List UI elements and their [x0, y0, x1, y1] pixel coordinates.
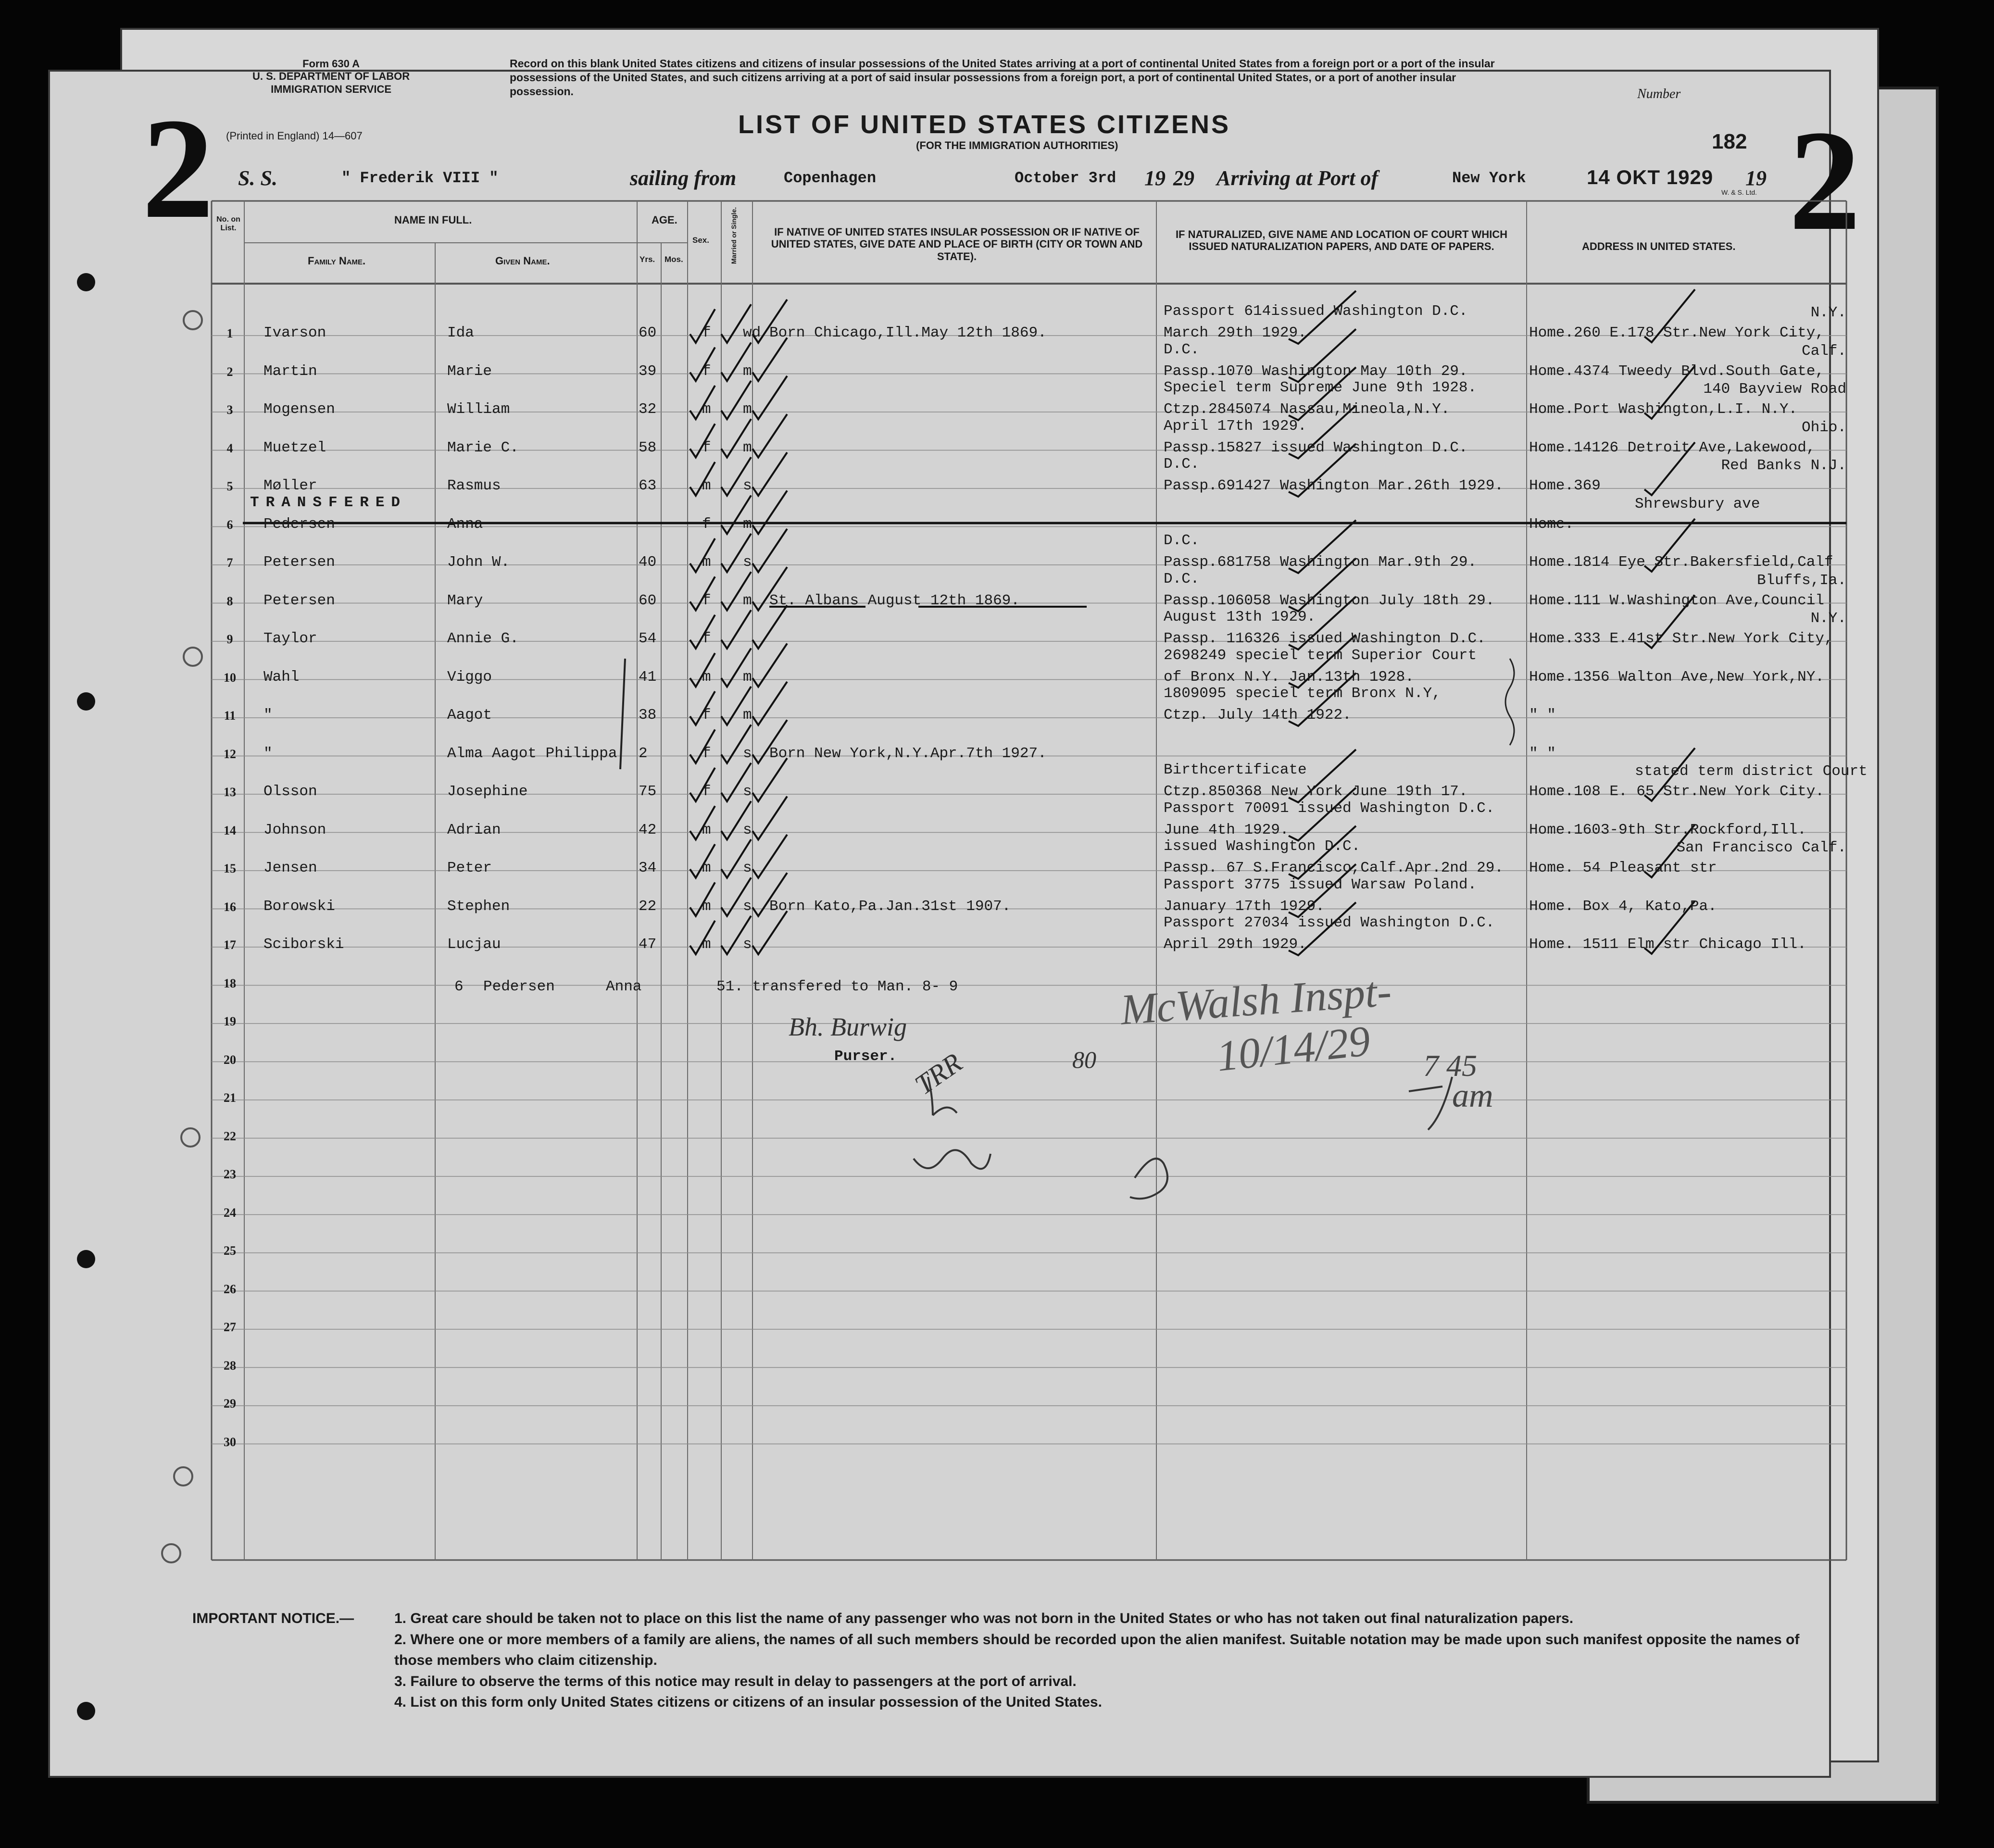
- page-subtitle: (FOR THE IMMIGRATION AUTHORITIES): [916, 139, 1118, 151]
- age-years: 2: [639, 745, 648, 762]
- col-address: ADDRESS IN UNITED STATES.: [1582, 240, 1736, 252]
- row-number: 2: [226, 364, 233, 379]
- naturalization-detail-upper: Passport 70091 issued Washington D.C.: [1164, 799, 1495, 817]
- address: Home. 54 Pleasant str: [1529, 860, 1717, 876]
- given-name: Peter: [447, 860, 492, 876]
- family-name: Wahl: [263, 668, 300, 686]
- row-number: 29: [224, 1397, 236, 1411]
- naturalization-detail: Passp.15827 issued Washington D.C.: [1164, 439, 1468, 456]
- check-mark: [752, 491, 787, 534]
- year-label: 19: [1745, 166, 1767, 190]
- naturalization-detail-upper: D.C.: [1164, 532, 1200, 549]
- page-number-left: 2: [142, 88, 214, 248]
- purser-label: Purser.: [834, 1048, 897, 1065]
- check-mark: [752, 414, 787, 458]
- address-upper: Bluffs,Ia.: [1756, 572, 1846, 589]
- given-name: Stephen: [447, 898, 510, 915]
- sailing-date: October 3rd: [1015, 169, 1116, 187]
- given-name: Josephine: [447, 783, 528, 800]
- family-name: Taylor: [263, 630, 317, 647]
- row-number: 3: [226, 403, 233, 417]
- ss-label: S. S.: [238, 166, 277, 190]
- naturalization-detail-upper: Passport 27034 issued Washington D.C.: [1164, 914, 1495, 931]
- check-mark: [752, 605, 787, 649]
- age-years: 34: [639, 860, 657, 876]
- naturalization-detail: Passp.1070 Washington May 10th 29.: [1164, 362, 1468, 380]
- col-age: AGE.: [652, 214, 677, 226]
- list-number: 182: [1712, 130, 1747, 153]
- notice-label: IMPORTANT NOTICE.—: [192, 1611, 354, 1626]
- address: Home.4374 Tweedy Blvd.South Gate,: [1529, 362, 1824, 380]
- sex: f: [702, 515, 711, 533]
- inspector-signature: McWalsh Inspt-: [1119, 967, 1393, 1034]
- row-number: 16: [224, 899, 236, 914]
- marital-status: s: [743, 477, 752, 494]
- naturalization-detail-upper: D.C.: [1164, 570, 1200, 587]
- marital-status: s: [743, 936, 752, 953]
- naturalization-detail-upper: Passport 3775 issued Warsaw Poland.: [1164, 876, 1477, 893]
- given-name: Marie C.: [447, 439, 519, 456]
- family-name: ": [263, 707, 273, 724]
- col-family-name: Family Name.: [308, 255, 366, 267]
- family-name: Borowski: [263, 898, 335, 915]
- address-upper: 140 Bayview Road: [1703, 381, 1846, 398]
- sex: m: [702, 554, 711, 571]
- family-name: Mogensen: [263, 401, 335, 418]
- notice-items: [394, 1608, 1827, 1713]
- address: Home.108 E. 65 Str.New York City.: [1529, 783, 1824, 800]
- page-title: LIST OF UNITED STATES CITIZENS: [738, 110, 1230, 139]
- check-mark: [752, 338, 787, 381]
- row-number: 22: [224, 1129, 236, 1143]
- age-years: 60: [639, 592, 657, 609]
- marital-status: s: [743, 554, 752, 571]
- sex: f: [702, 325, 711, 341]
- naturalization-detail: Ctzp. July 14th 1922.: [1164, 707, 1352, 724]
- given-name: Annie G.: [447, 630, 519, 647]
- year-prefix: 19: [1144, 166, 1166, 190]
- row-number: 10: [224, 670, 236, 685]
- row-number: 24: [224, 1205, 236, 1220]
- naturalization-detail: June 4th 1929.: [1164, 821, 1289, 838]
- row-number: 17: [224, 938, 236, 952]
- row-number: 23: [224, 1167, 236, 1181]
- sex: f: [702, 745, 711, 762]
- page-number-right: 2: [1789, 100, 1861, 260]
- marital-status: m: [743, 401, 752, 418]
- family-name: Martin: [263, 362, 317, 380]
- given-name: Marie: [447, 362, 492, 380]
- col-sex: Sex.: [692, 236, 709, 245]
- address-upper: N.Y.: [1810, 610, 1846, 627]
- family-name: Olsson: [263, 783, 317, 800]
- form-number: Form 630 A: [302, 58, 360, 70]
- row-number: 19: [224, 1014, 236, 1028]
- check-mark: [752, 452, 787, 496]
- row-number: 25: [224, 1244, 236, 1258]
- row-number: 27: [224, 1320, 236, 1334]
- footer-entry-number: 6: [454, 978, 464, 995]
- family-name: Petersen: [263, 592, 335, 609]
- sex: f: [702, 362, 711, 380]
- age-years: 58: [639, 439, 657, 456]
- check-mark: [752, 376, 787, 419]
- address-upper: San Francisco Calf.: [1676, 839, 1846, 856]
- family-name: Muetzel: [263, 439, 326, 456]
- col-given-name: Given Name.: [495, 255, 550, 267]
- sex: f: [702, 630, 711, 647]
- age-years: 40: [639, 554, 657, 571]
- age-years: 39: [639, 362, 657, 380]
- notice-item: 4. List on this form only United States citizens or citizens of an insular possession of the United States.: [394, 1694, 1102, 1710]
- given-name: Anna: [447, 515, 483, 533]
- age-years: 32: [639, 401, 657, 418]
- address-upper: Ohio.: [1801, 419, 1846, 436]
- age-years: 42: [639, 821, 657, 838]
- row-number: 12: [224, 747, 236, 761]
- age-years: 75: [639, 783, 657, 800]
- marital-status: m: [743, 592, 752, 609]
- naturalization-detail: January 17th 1929.: [1164, 898, 1325, 915]
- row-number: 7: [226, 556, 233, 570]
- given-name: Adrian: [447, 821, 501, 838]
- age-years: 60: [639, 325, 657, 341]
- family-name: Pedersen: [263, 515, 335, 533]
- naturalization-detail-upper: Passport 614issued Washington D.C.: [1164, 303, 1468, 320]
- naturalization-detail-upper: Speciel term Supreme June 9th 1928.: [1164, 379, 1477, 396]
- ship-name: " Frederik VIII ": [341, 169, 499, 187]
- col-name-in-full: NAME IN FULL.: [394, 214, 472, 226]
- marital-status: s: [743, 745, 752, 762]
- row-number: 9: [226, 632, 233, 646]
- address-upper: stated term district Court: [1635, 763, 1868, 780]
- given-name: Viggo: [447, 668, 492, 686]
- marital-status: s: [743, 898, 752, 915]
- row-number: 11: [224, 709, 236, 723]
- col-naturalized: IF NATURALIZED, GIVE NAME AND LOCATION OF COURT WHICH ISSUED NATURALIZATION PAPERS, AND DATE OF PAPERS.: [1175, 228, 1508, 253]
- number-label: Number: [1637, 87, 1681, 101]
- col-yrs: Yrs.: [640, 255, 655, 264]
- given-name: Ida: [447, 325, 474, 341]
- family-name: ": [263, 745, 273, 762]
- naturalization-detail-upper: August 13th 1929.: [1164, 609, 1316, 625]
- age-years: 41: [639, 668, 657, 686]
- naturalization-detail-upper: D.C.: [1164, 341, 1200, 358]
- sailing-from-label: sailing from: [630, 166, 737, 190]
- row-number: 14: [224, 823, 236, 837]
- family-name: Sciborski: [263, 936, 344, 953]
- family-name: Møller: [263, 477, 317, 494]
- sex: f: [702, 707, 711, 724]
- check-mark: [752, 758, 787, 801]
- given-name: Rasmus: [447, 477, 501, 494]
- footer-entry-family: Pedersen: [483, 978, 555, 995]
- marital-status: m: [743, 668, 752, 686]
- address: Home.111 W.Washington Ave,Council: [1529, 592, 1824, 609]
- given-name: John W.: [447, 554, 510, 571]
- sex: m: [702, 401, 711, 418]
- address: Home. Box 4, Kato,Pa.: [1529, 898, 1717, 915]
- purser-signature: Bh. Burwig: [789, 1012, 907, 1041]
- marital-status: s: [743, 821, 752, 838]
- footer-entry-text: 51. transfered to Man. 8- 9: [716, 978, 958, 995]
- naturalization-detail-upper: 1809095 speciel term Bronx N.Y,: [1164, 685, 1441, 702]
- family-name: Petersen: [263, 554, 335, 571]
- marital-status: s: [743, 860, 752, 876]
- col-married-single: Married or Single.: [730, 207, 738, 264]
- row-number: 4: [226, 441, 233, 455]
- marital-status: m: [743, 515, 752, 533]
- row-number: 6: [226, 517, 233, 532]
- given-name: Aagot: [447, 707, 492, 724]
- birth-place: St. Albans August 12th 1869.: [769, 592, 1020, 609]
- sex: m: [702, 668, 711, 686]
- naturalization-detail: March 29th 1929.: [1164, 325, 1307, 341]
- inspection-time: 7 45: [1423, 1049, 1477, 1083]
- naturalization-detail: Passp.106058 Washington July 18th 29.: [1164, 592, 1495, 609]
- row-number: 28: [224, 1358, 236, 1373]
- sex: m: [702, 936, 711, 953]
- family-name: Jensen: [263, 860, 317, 876]
- given-name: William: [447, 401, 510, 418]
- row-number: 8: [226, 594, 233, 608]
- department: U. S. DEPARTMENT OF LABOR: [252, 70, 410, 83]
- address: Home.1603-9th Str.Rockford,Ill.: [1529, 821, 1806, 838]
- family-name: Johnson: [263, 821, 326, 838]
- row-number: 13: [224, 785, 236, 799]
- address: Home.260 E.178 Str.New York City,: [1529, 325, 1824, 341]
- age-years: 38: [639, 707, 657, 724]
- naturalization-detail: Ctzp.850368 New York June 19th 17.: [1164, 783, 1468, 800]
- sex: f: [702, 783, 711, 800]
- footer-entry-given: Anna: [606, 978, 642, 995]
- inspection-ampm: am: [1452, 1077, 1493, 1114]
- row-number: 5: [226, 479, 233, 493]
- given-name: Alma Aagot Philippa: [447, 745, 617, 762]
- check-mark: [752, 835, 787, 878]
- marital-status: m: [743, 707, 752, 724]
- address: " ": [1529, 707, 1556, 724]
- naturalization-detail-upper: Birthcertificate: [1164, 762, 1307, 778]
- naturalization-detail-upper: issued Washington D.C.: [1164, 838, 1361, 855]
- birth-place: Born New York,N.Y.Apr.7th 1927.: [769, 745, 1047, 762]
- address: Home.333 E.41st Str.New York City,: [1529, 630, 1833, 647]
- check-mark: [752, 644, 787, 687]
- address: Home.Port Washington,L.I. N.Y.: [1529, 401, 1798, 418]
- check-mark: [721, 610, 751, 649]
- notice-item: 3. Failure to observe the terms of this notice may result in delay to passengers at the port of arrival.: [394, 1673, 1077, 1689]
- year-suffix: 29: [1173, 166, 1194, 190]
- address: Home.14126 Detroit Ave,Lakewood,: [1529, 439, 1816, 456]
- address: Home.369: [1529, 477, 1601, 494]
- naturalization-detail: Passp. 67 S.Francisco,Calf.Apr.2nd 29.: [1164, 860, 1504, 876]
- address-upper: Calf.: [1801, 342, 1846, 360]
- sex: m: [702, 860, 711, 876]
- age-years: 54: [639, 630, 657, 647]
- col-no: No. on List.: [216, 215, 240, 233]
- sex: f: [702, 592, 711, 609]
- arrival-stamp: 14 OKT 1929: [1587, 166, 1714, 188]
- row-number: 26: [224, 1282, 236, 1296]
- transfer-note: TRANSFERED: [250, 494, 407, 511]
- address-upper: Red Banks N.J.: [1721, 457, 1846, 474]
- notice-item: 1. Great care should be taken not to place on this list the name of any passenger who was not born in the United States or who has not taken out final naturalization papers.: [394, 1611, 1574, 1626]
- check-mark: [752, 797, 787, 840]
- address: Home.1356 Walton Ave,New York,NY.: [1529, 668, 1824, 686]
- address: Home.: [1529, 515, 1574, 533]
- row-number: 18: [224, 976, 236, 990]
- marital-status: wd: [743, 325, 761, 341]
- naturalization-detail: Passp. 116326 issued Washington D.C.: [1164, 630, 1486, 647]
- marital-status: m: [743, 362, 752, 380]
- col-mos: Mos.: [665, 255, 683, 264]
- col-birth: IF NATIVE OF UNITED STATES INSULAR POSSESSION OR IF NATIVE OF UNITED STATES, GIVE DATE AND PLACE OF BIRTH (CITY OR TOWN AND STATE).: [771, 226, 1143, 262]
- arriving-label: Arriving at Port of: [1216, 166, 1379, 190]
- naturalization-detail: April 29th 1929.: [1164, 936, 1307, 953]
- sailing-from: Copenhagen: [784, 169, 877, 187]
- inspection-date: 10/14/29: [1214, 1017, 1373, 1081]
- row-number: 30: [224, 1435, 236, 1449]
- address: Home. 1511 Elm str Chicago Ill.: [1529, 936, 1806, 953]
- printer-mark: W. & S. Ltd.: [1721, 188, 1757, 196]
- sex: f: [702, 439, 711, 456]
- age-years: 47: [639, 936, 657, 953]
- sex: m: [702, 821, 711, 838]
- service: IMMIGRATION SERVICE: [271, 83, 392, 95]
- address-upper: N.Y.: [1810, 304, 1846, 321]
- marital-status: m: [743, 439, 752, 456]
- row-number: 21: [224, 1091, 236, 1105]
- naturalization-detail-upper: D.C.: [1164, 456, 1200, 473]
- initials: TRR: [909, 1047, 968, 1101]
- check-mark: [752, 911, 787, 954]
- address: Home.1814 Eye Str.Bakersfield,Calf: [1529, 554, 1833, 571]
- check-mark: [752, 682, 787, 725]
- naturalization-detail: of Bronx N.Y. Jan.13th 1928.: [1164, 668, 1414, 686]
- naturalization-detail: Passp.691427 Washington Mar.26th 1929.: [1164, 477, 1504, 494]
- family-name: Ivarson: [263, 325, 326, 341]
- row-number: 15: [224, 862, 236, 875]
- row-number: 20: [224, 1052, 236, 1067]
- naturalization-detail-upper: 2698249 speciel term Superior Court: [1164, 647, 1477, 664]
- age-years: 63: [639, 477, 657, 494]
- birth-place: Born Kato,Pa.Jan.31st 1907.: [769, 898, 1011, 915]
- given-name: Mary: [447, 592, 483, 609]
- given-name: Lucjau: [447, 936, 501, 953]
- sex: m: [702, 477, 711, 494]
- address: " ": [1529, 745, 1556, 762]
- sex: m: [702, 898, 711, 915]
- naturalization-detail: Ctzp.2845074 Nassau,Mineola,N.Y.: [1164, 401, 1450, 418]
- row-number: 1: [226, 326, 233, 340]
- naturalization-detail-upper: April 17th 1929.: [1164, 417, 1307, 435]
- notice-item: 2. Where one or more members of a family are aliens, the names of all such members should be recorded upon the alien manifest. Suitable notation may be made upon such manifest opposite the names of those members who claim citizenship.: [394, 1631, 1800, 1668]
- birth-place: Born Chicago,Ill.May 12th 1869.: [769, 325, 1047, 341]
- age-years: 22: [639, 898, 657, 915]
- naturalization-detail: Passp.681758 Washington Mar.9th 29.: [1164, 554, 1477, 571]
- marital-status: s: [743, 783, 752, 800]
- handwritten-number: 80: [1072, 1046, 1096, 1073]
- check-mark: [752, 529, 787, 572]
- address-lower: Shrewsbury ave: [1635, 496, 1760, 512]
- arrival-port: New York: [1452, 169, 1526, 187]
- instructions: Record on this blank United States citizens and citizens of insular possessions of the United States arriving at a port of continental United States from a foreign port or a port of the insular possessions of the United States, and such citizens arriving at a port of said insular possessions from a foreign port, a port of continental United States, or a port of another insular possession.: [510, 57, 1495, 98]
- printed-note: (Printed in England) 14—607: [226, 130, 363, 142]
